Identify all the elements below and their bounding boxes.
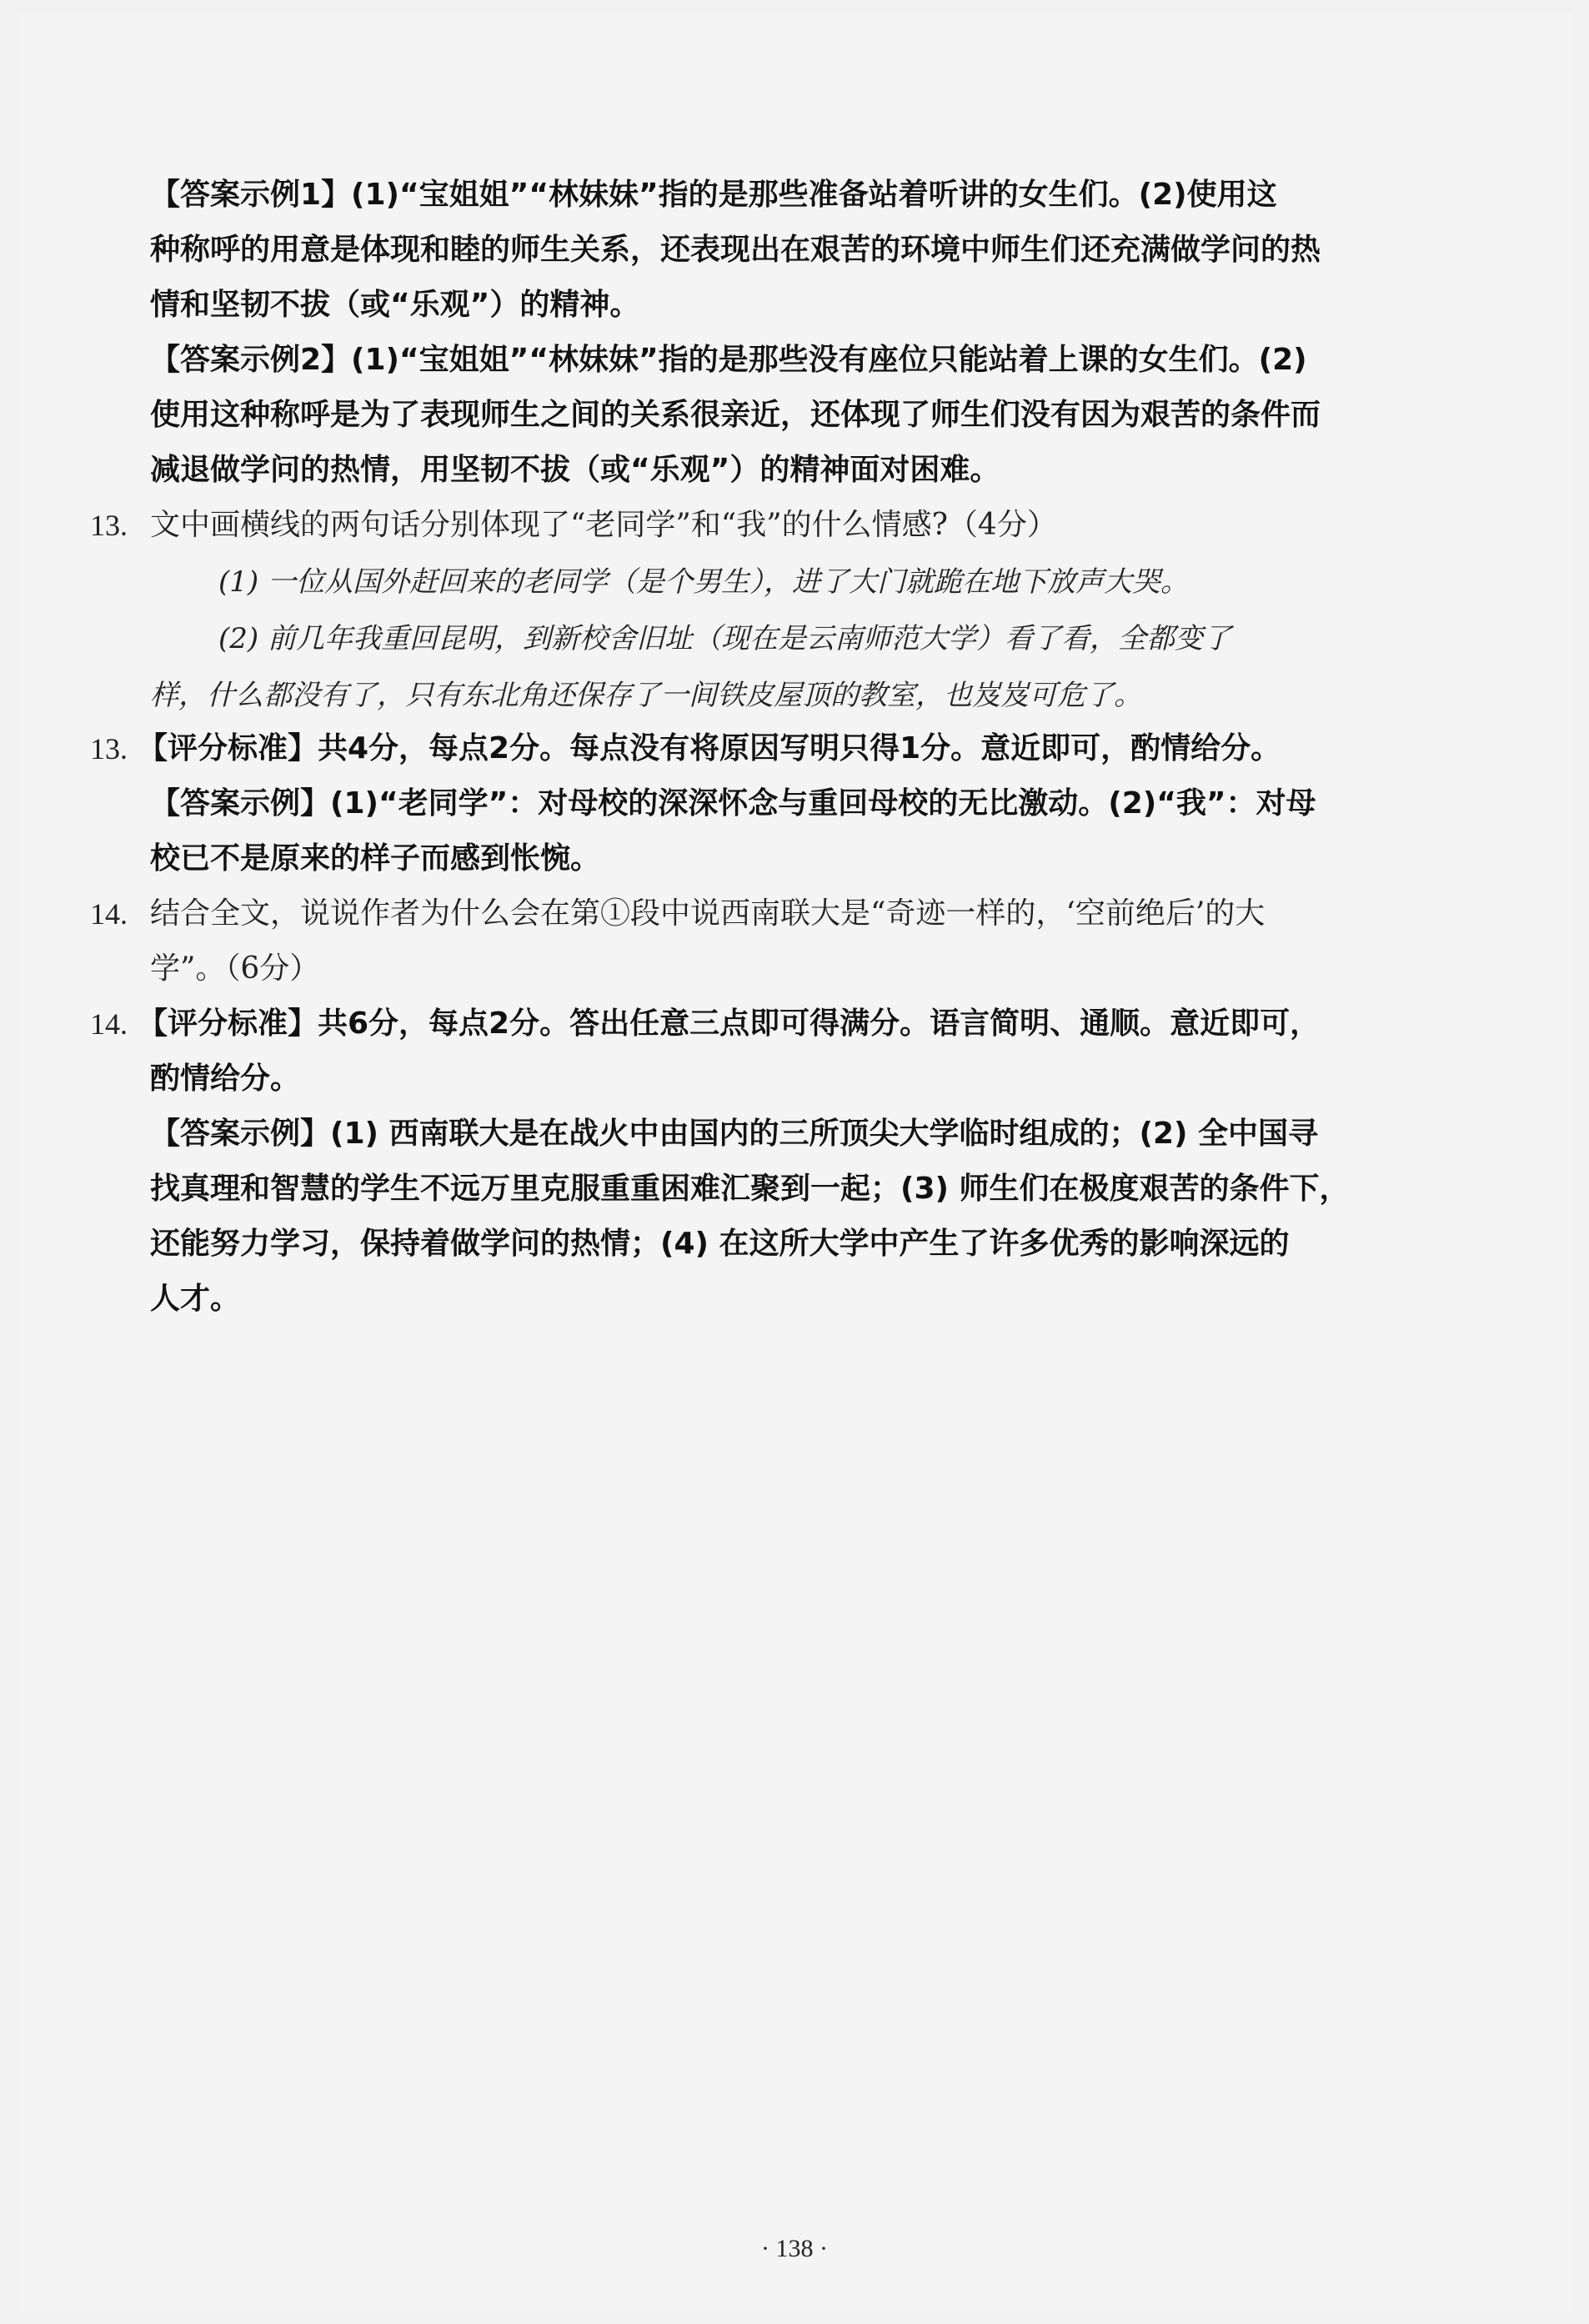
answer-13-example-line-1: 【答案示例】(1)“老同学”：对母校的深深怀念与重回母校的无比激动。(2)“我”：对母 [150,786,1316,821]
excerpt-2-line-2: 样，什么都没有了，只有东北角还保存了一间铁皮屋顶的教室，也岌岌可危了。 [150,679,1142,712]
excerpt-1: (1) 一位从国外赶回来的老同学（是个男生），进了大门就跪在地下放声大哭。 [218,565,1189,599]
answer-14-example-line-1: 【答案示例】(1) 西南联大是在战火中由国内的三所顶尖大学临时组成的；(2) 全中国寻 [150,1117,1318,1151]
answer-example-1-line-1: 【答案示例1】(1)“宝姐姐”“林妹妹”指的是那些准备站着听讲的女生们。(2)使用这 [150,178,1277,212]
answer-example-2-line-2: 使用这种称呼是为了表现师生之间的关系很亲近，还体现了师生们没有因为艰苦的条件而 [150,398,1321,432]
answer-14-example-line-2: 找真理和智慧的学生不远万里克服重重困难汇聚到一起；(3) 师生们在极度艰苦的条件下， [150,1172,1350,1206]
answer-example-2-line-3: 减退做学问的热情，用坚韧不拔（或“乐观”）的精神面对困难。 [150,453,1000,487]
answer-example-1-line-3: 情和坚韧不拔（或“乐观”）的精神。 [150,288,640,322]
answer-example-2-line-1: 【答案示例2】(1)“宝姐姐”“林妹妹”指的是那些没有座位只能站着上课的女生们。(2) [150,343,1307,377]
answer-14-example-line-3: 还能努力学习，保持着做学问的热情；(4) 在这所大学中产生了许多优秀的影响深远的 [150,1227,1290,1261]
answer-14-scoring-line-1: 【评分标准】共6分，每点2分。答出任意三点即可得满分。语言简明、通顺。意近即可， [138,1006,1321,1041]
question-14-text-line-1: 结合全文，说说作者为什么会在第①段中说西南联大是“奇迹一样的，‘空前绝后’的大 [150,896,1266,931]
question-14-number: 14. [90,897,128,931]
page-number: · 138 · [761,2235,828,2262]
answer-14-example-line-4: 人才。 [150,1282,241,1316]
answer-13-number: 13. [90,732,128,765]
answer-example-1-line-2: 种称呼的用意是体现和睦的师生关系，还表现出在艰苦的环境中师生们还充满做学问的热 [150,233,1321,267]
question-13-text: 文中画横线的两句话分别体现了“老同学”和“我”的什么情感?（4分） [150,508,1057,542]
answer-14-number: 14. [90,1007,128,1041]
answer-13-example-line-2: 校已不是原来的样子而感到怅惋。 [150,841,601,876]
question-14-text-line-2: 学”。（6分） [150,951,320,986]
answer-14-scoring-line-2: 酌情给分。 [150,1062,301,1096]
excerpt-2-line-1: (2) 前几年我重回昆明，到新校舍旧址（现在是云南师范大学）看了看，全都变了 [218,622,1231,655]
question-13-number: 13. [90,509,128,542]
answer-13-scoring: 【评分标准】共4分，每点2分。每点没有将原因写明只得1分。意近即可，酌情给分。 [138,731,1281,765]
